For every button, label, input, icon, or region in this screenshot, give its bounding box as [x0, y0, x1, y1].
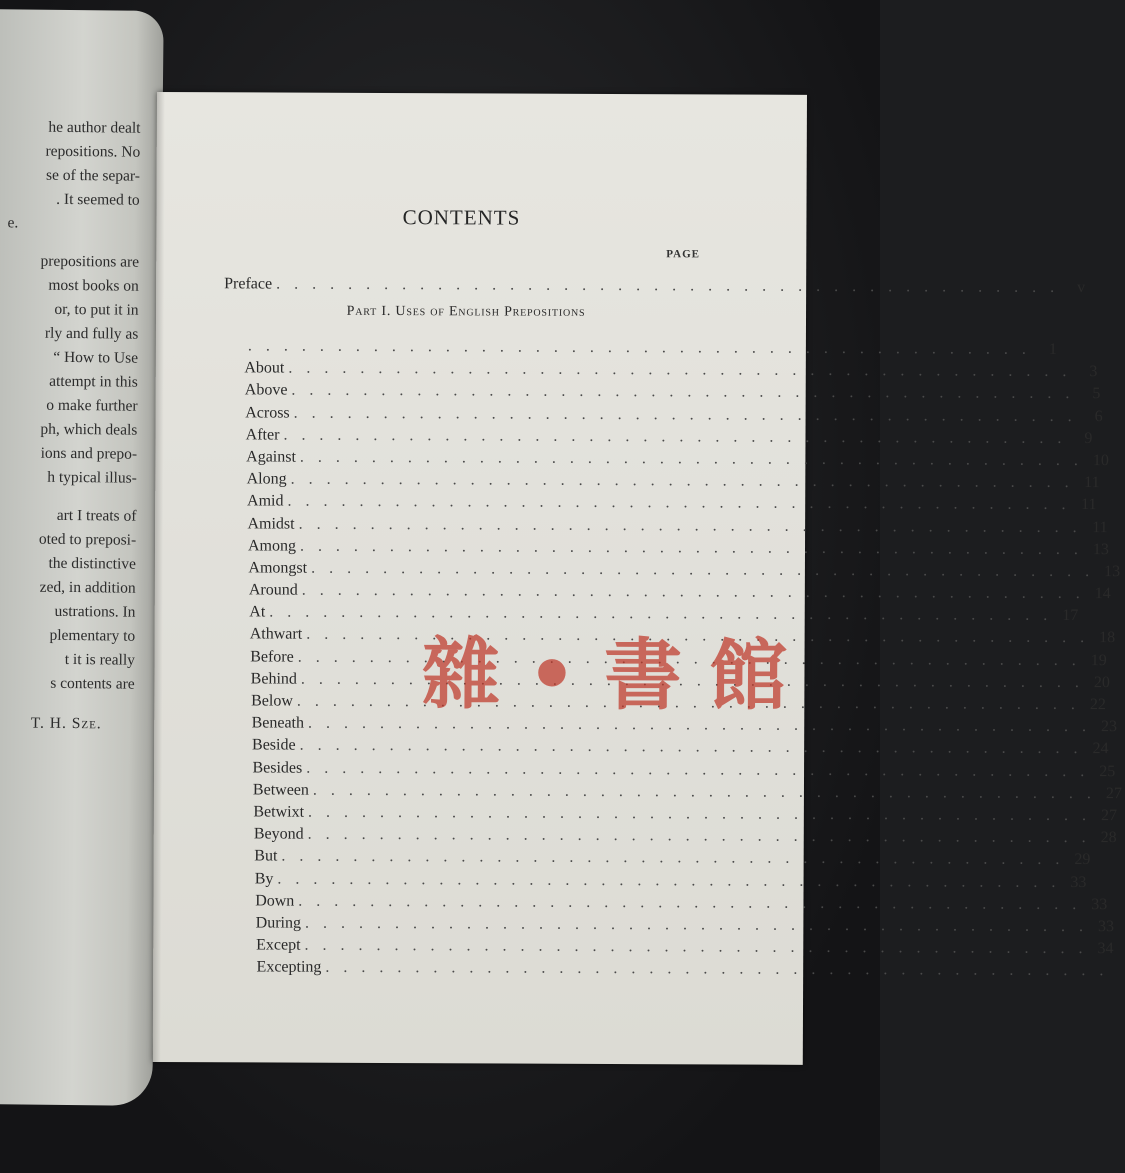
- toc-label: Between: [252, 781, 309, 799]
- left-line: zed, in addition: [39, 578, 136, 597]
- left-page: [0, 9, 164, 1106]
- toc-label: Except: [256, 936, 301, 954]
- dot-leader: [248, 337, 1031, 358]
- stamp-text: 雜 • 書 館: [421, 630, 788, 722]
- toc-entry: [241, 959, 752, 983]
- toc-label: Behind: [250, 670, 297, 688]
- dot-leader: [300, 449, 1083, 470]
- toc-label: During: [255, 914, 302, 932]
- left-line: the distinctive: [48, 554, 137, 573]
- toc-page-number: 11: [1092, 518, 1108, 536]
- dot-leader: [300, 537, 1083, 558]
- toc-entry: [243, 492, 1097, 517]
- toc-entry: [243, 537, 1109, 561]
- dot-leader: [291, 471, 1074, 492]
- toc-label: Amongst: [248, 559, 308, 577]
- dot-leader: [294, 404, 1077, 425]
- toc-entry: [242, 869, 1087, 894]
- dot-leader: [281, 848, 1064, 869]
- toc-page-number: 11: [1081, 496, 1097, 514]
- toc-entry: [244, 337, 1057, 361]
- toc-label: Against: [246, 448, 296, 466]
- dot-leader: [325, 959, 1108, 980]
- dot-leader: [308, 826, 1091, 847]
- toc-page-number: 28: [1100, 829, 1117, 847]
- left-line: he author dealt: [48, 118, 141, 137]
- toc-label: Betwixt: [253, 803, 305, 821]
- left-line: h typical illus-: [47, 468, 137, 487]
- left-line: rly and fully as: [44, 324, 139, 343]
- toc-entry-preface: [224, 275, 1086, 299]
- dot-leader: [305, 915, 1088, 936]
- left-line: ph, which deals: [40, 420, 138, 439]
- dot-leader: [306, 759, 1089, 780]
- toc-page-number: 20: [1093, 673, 1110, 691]
- toc-page-number: 5: [1092, 385, 1101, 403]
- toc-page-number: 10: [1092, 452, 1109, 470]
- toc-label: Along: [246, 470, 287, 488]
- toc-entry: [243, 514, 1108, 539]
- author-signature: T. H. Sze.: [30, 714, 102, 733]
- left-line: oted to preposi-: [38, 530, 137, 549]
- left-line: prepositions are: [40, 252, 140, 271]
- part-heading: Part I. Uses of English Prepositions: [346, 303, 586, 320]
- toc-entry: [241, 892, 1108, 916]
- toc-entry: [243, 581, 1111, 605]
- toc-page-number: 23: [1100, 718, 1118, 736]
- dot-leader: [276, 276, 1059, 301]
- toc-label: Among: [247, 537, 296, 555]
- toc-entry: [243, 559, 1121, 583]
- left-line: or, to put it in: [54, 300, 139, 319]
- dot-leader: [308, 804, 1091, 825]
- toc-page-number: 17: [1062, 607, 1079, 625]
- dot-leader: [302, 582, 1085, 603]
- toc-page-number: 13: [1092, 540, 1109, 558]
- left-line: ions and prepo-: [40, 444, 138, 463]
- dot-leader: [288, 360, 1071, 381]
- toc-entry: [243, 426, 1093, 450]
- toc-label: Excepting: [256, 958, 322, 976]
- left-line: most books on: [48, 276, 139, 295]
- toc-label: By: [254, 869, 274, 888]
- left-line: art I treats of: [56, 506, 137, 525]
- toc-entry: [244, 359, 1098, 384]
- toc-label: Around: [248, 581, 298, 599]
- toc-label: Down: [255, 892, 295, 910]
- toc-page-number: 29: [1074, 851, 1091, 869]
- toc-label: Across: [245, 403, 290, 422]
- toc-label: Preface: [224, 275, 273, 293]
- dot-leader: [287, 493, 1070, 514]
- toc-page-number: 18: [1099, 629, 1116, 647]
- toc-entry: [244, 381, 1101, 406]
- toc-label: After: [245, 426, 280, 444]
- toc-label: At: [249, 603, 266, 621]
- dot-leader: [313, 781, 1096, 802]
- left-line: attempt in this: [49, 372, 138, 391]
- toc-label: Beneath: [251, 714, 305, 732]
- dot-leader: [298, 892, 1081, 913]
- toc-page-number: 33: [1097, 917, 1115, 936]
- left-line: . It seemed to: [56, 190, 140, 209]
- toc-entry: [242, 847, 1091, 872]
- toc-label: Before: [250, 648, 294, 666]
- dot-leader: [311, 560, 1094, 581]
- dot-leader: [299, 515, 1082, 536]
- toc-page-number: 33: [1070, 873, 1087, 891]
- toc-page-number: 24: [1092, 740, 1109, 758]
- left-line: “ How to Use: [53, 348, 139, 367]
- left-line: repositions. No: [45, 142, 141, 161]
- left-line: t it is really: [64, 650, 136, 669]
- left-line: o make further: [46, 396, 138, 415]
- dot-leader: [305, 937, 1088, 958]
- toc-label: Athwart: [249, 625, 303, 644]
- toc-entry: [241, 914, 1115, 938]
- left-line: e.: [7, 214, 19, 232]
- toc-page-number: 19: [1090, 651, 1107, 669]
- toc-label: But: [254, 847, 278, 865]
- toc-label: Above: [244, 381, 288, 399]
- toc-label: About: [244, 359, 285, 377]
- dot-leader: [277, 870, 1060, 891]
- toc-page-number: 22: [1089, 696, 1106, 714]
- left-line: ustrations. In: [54, 602, 136, 621]
- page-title: CONTENTS: [402, 205, 521, 230]
- toc-page-number: 33: [1091, 895, 1108, 913]
- toc-entry: [242, 781, 1122, 805]
- toc-entry: [242, 825, 1117, 850]
- toc-page-number: 14: [1094, 585, 1111, 603]
- toc-page-number: 34: [1097, 940, 1114, 958]
- red-seal-stamp: [421, 623, 788, 724]
- left-line: s contents are: [50, 674, 135, 693]
- toc-label: Beside: [252, 736, 296, 754]
- toc-page-number: 27: [1101, 807, 1118, 825]
- toc-entry: [242, 736, 1109, 761]
- toc-entry: [243, 470, 1100, 495]
- left-line: se of the separ-: [45, 166, 141, 185]
- page-column-header: PAGE: [666, 248, 701, 261]
- toc-page-number: 27: [1105, 784, 1122, 802]
- toc-entry: [242, 758, 1116, 783]
- toc-page-number: 1: [1048, 340, 1057, 358]
- toc-label: Below: [251, 692, 293, 710]
- toc-page-number: v: [1077, 279, 1086, 297]
- toc-label: Amid: [247, 492, 284, 510]
- toc-entry: [241, 936, 1114, 960]
- toc-entry: [242, 803, 1118, 827]
- dot-leader: [269, 604, 1052, 625]
- contents-page: [153, 92, 1122, 1065]
- toc-page-number: 6: [1094, 407, 1103, 425]
- toc-page-number: 9: [1084, 429, 1093, 447]
- toc-page-number: 25: [1099, 762, 1116, 780]
- toc-page-number: 13: [1104, 563, 1121, 581]
- toc-entry: [243, 448, 1109, 472]
- left-page-text: [0, 115, 141, 736]
- dot-leader: [291, 382, 1074, 403]
- toc-label: Amidst: [247, 514, 295, 533]
- toc-label: Beyond: [253, 825, 304, 843]
- toc-page-number: 3: [1089, 363, 1098, 381]
- toc-label: Besides: [252, 758, 303, 777]
- toc-entry: [244, 403, 1103, 428]
- dot-leader: [300, 737, 1083, 758]
- dot-leader: [283, 426, 1066, 447]
- left-line: plementary to: [49, 626, 136, 645]
- toc-page-number: 11: [1084, 474, 1100, 492]
